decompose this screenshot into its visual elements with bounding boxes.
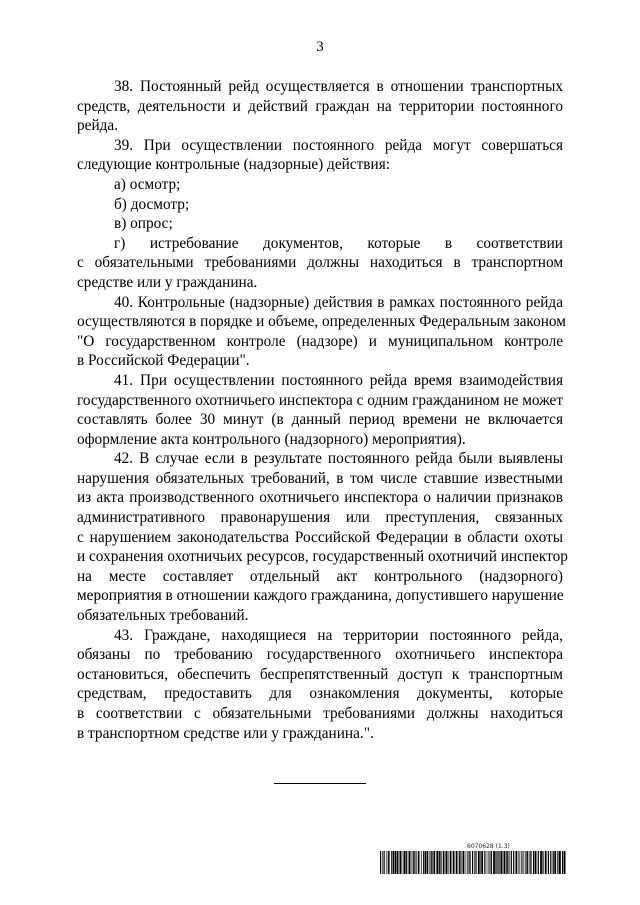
- text-line: составлять более 30 минут (в данный период времени не включается: [77, 411, 563, 429]
- text-line: мероприятия в отношении каждого гражданина, допустившего нарушение: [77, 587, 564, 605]
- text-line: обязаны по требованию государственного охотничьего инспектора: [77, 646, 563, 664]
- text-line: 42. В случае если в результате постоянного рейда были выявлены: [114, 450, 563, 468]
- text-line: средств, деятельности и действий граждан на территории постоянного: [77, 97, 563, 115]
- text-line: "О государственном контроле (надзоре) и муниципальном контроле: [77, 332, 563, 350]
- text-line: в) опрос;: [114, 215, 173, 233]
- text-line: с обязательными требованиями должны находиться в транспортном: [77, 254, 563, 272]
- text-line: а) осмотр;: [114, 175, 181, 193]
- text-line: 39. При осуществлении постоянного рейда могут совершаться: [114, 136, 563, 154]
- text-line: средстве или у гражданина.: [77, 273, 258, 291]
- text-line: рейда.: [77, 117, 119, 135]
- text-line: обязательных требований.: [77, 607, 249, 625]
- text-line: г) истребование документов, которые в соответствии: [114, 234, 563, 252]
- text-line: государственного охотничьего инспектора с одним гражданином не может: [77, 391, 563, 409]
- barcode-code: 6070628 (1.3): [467, 843, 510, 850]
- text-line: из акта производственного охотничьего инспектора о наличии признаков: [77, 489, 563, 507]
- text-line: б) досмотр;: [114, 195, 190, 213]
- text-line: с нарушением законодательства Российской Федерации в области охоты: [77, 528, 563, 546]
- text-line: на месте составляет отдельный акт контрольного (надзорного): [77, 567, 563, 585]
- barcode-image: [380, 851, 566, 874]
- text-line: осуществляются в порядке и объеме, определенных Федеральным законом: [77, 313, 566, 331]
- text-line: 38. Постоянный рейд осуществляется в отношении транспортных: [114, 78, 563, 95]
- text-line: в Российской Федерации".: [77, 352, 250, 370]
- page-number: 3: [316, 39, 324, 55]
- text-line: и сохранения охотничьих ресурсов, государственный охотничий инспектор: [77, 548, 568, 566]
- document-body: [77, 77, 568, 743]
- text-line: средствам, предоставить для ознакомления документы, которые: [77, 685, 563, 703]
- text-line: в транспортном средстве или у гражданина.".: [77, 724, 374, 742]
- footnote-divider: [274, 783, 366, 784]
- text-line: 40. Контрольные (надзорные) действия в рамках постоянного рейда: [114, 293, 563, 311]
- text-line: 43. Граждане, находящиеся на территории постоянного рейда,: [114, 626, 563, 644]
- text-line: 41. При осуществлении постоянного рейда время взаимодействия: [114, 371, 563, 389]
- text-line: административного правонарушения или преступления, связанных: [77, 509, 563, 527]
- text-line: остановиться, обеспечить беспрепятственный доступ к транспортным: [77, 665, 563, 683]
- text-line: в соответствии с обязательными требованиями должны находиться: [77, 705, 563, 722]
- text-line: оформление акта контрольного (надзорного) мероприятия).: [77, 430, 466, 448]
- text-line: нарушения обязательных требований, в том числе ставшие известными: [77, 469, 563, 487]
- text-line: следующие контрольные (надзорные) действия:: [77, 156, 390, 174]
